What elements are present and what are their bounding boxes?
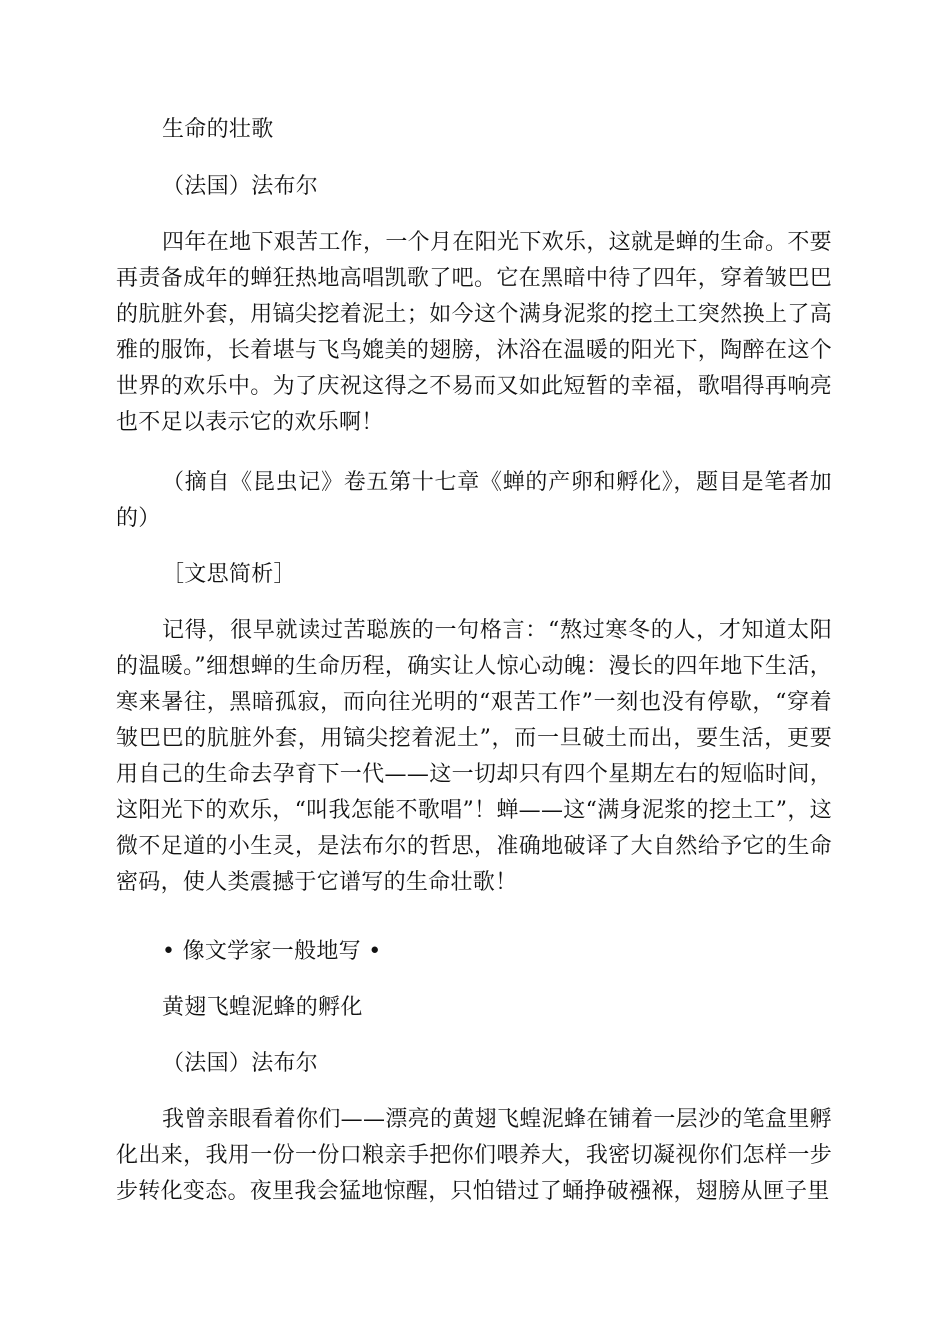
- article1-title: 生命的壮歌: [162, 117, 274, 142]
- article2-body: 我曾亲眼看着你们——漂亮的黄翅飞蝗泥蜂在铺着一层沙的笔盒里孵化出来，我用一份一份口粮亲手把你们喂养大，我密切凝视你们怎样一步步转化变态。夜里我会猛地惊醒，只怕错过了蛹挣破襁褓，翅膀从匣子里: [116, 1107, 832, 1204]
- section-heading: • 像文学家一般地写 •: [162, 939, 382, 964]
- article2-author: （法国）法布尔: [162, 1051, 319, 1076]
- analysis-body: 记得，很早就读过苦聪族的一句格言：“熬过寒冬的人，才知道太阳的温暖。”细想蝉的生命历程，确实让人惊心动魄：漫长的四年地下生活，寒来暑往，黑暗孤寂，而向往光明的“艰苦工作”一刻也没有停歇，“穿着皱巴巴的肮脏外套，用镐尖挖着泥土”，而一旦破土而出，要生活，更要用自己的生命去孕育下一代——这一切却只有四个星期左右的短临时间，这阳光下的欢乐，“叫我怎能不歌唱”！蝉——这“满身泥浆的挖土工”，这微不足道的小生灵，是法布尔的哲思，准确地破译了大自然给予它的生命密码，使人类震撼于它谱写的生命壮歌！: [116, 618, 832, 895]
- article1-source: （摘自《昆虫记》卷五第十七章《蝉的产卵和孵化》，题目是笔者加的）: [116, 470, 832, 531]
- article2-title: 黄翅飞蝗泥蜂的孵化: [162, 995, 363, 1020]
- article1-author: （法国）法布尔: [162, 174, 319, 199]
- analysis-heading: ［文思简析］: [162, 562, 296, 587]
- article1-body: 四年在地下艰苦工作，一个月在阳光下欢乐，这就是蝉的生命。不要再责备成年的蝉狂热地高唱凯歌了吧。它在黑暗中待了四年，穿着皱巴巴的肮脏外套，用镐尖挖着泥土；如今这个满身泥浆的挖土工突然换上了高雅的服饰，长着堪与飞鸟媲美的翅膀，沐浴在温暖的阳光下，陶醉在这个世界的欢乐中。为了庆祝这得之不易而又如此短暂的幸福，歌唱得再响亮也不足以表示它的欢乐啊！: [116, 230, 832, 435]
